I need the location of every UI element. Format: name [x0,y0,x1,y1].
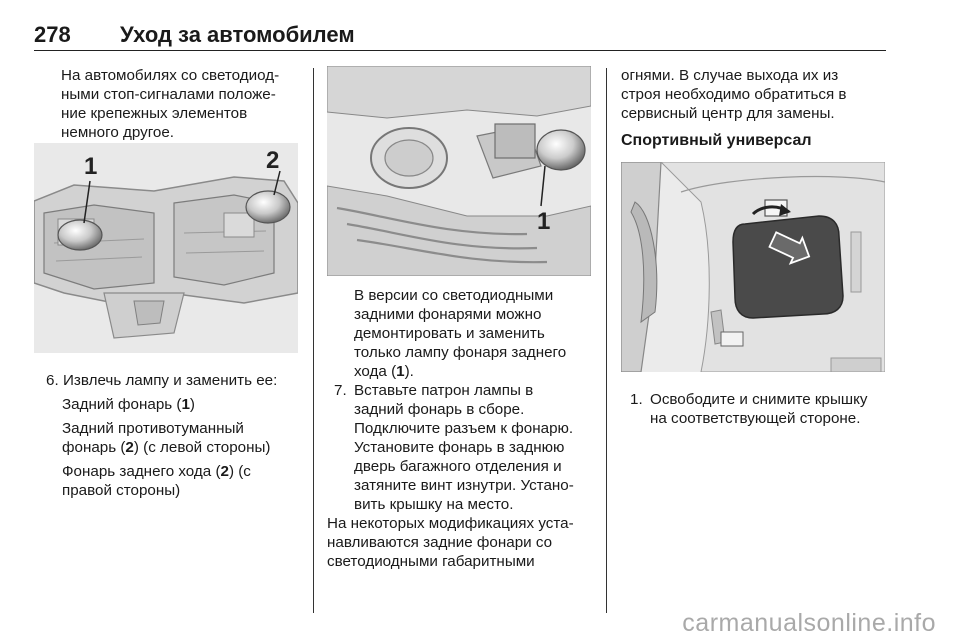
step-7-line-3: Подключите разъем к фонарю. [354,420,574,437]
step-6-sub-3-line-1: Фонарь заднего хода (2) (с [62,463,251,480]
step-7-line-6: затяните винт изнутри. Устано- [354,477,574,494]
led-lamp-illustration [327,66,591,276]
watermark: carmanualsonline.info [682,609,936,637]
step-6-sub-1: Задний фонарь (1) [62,396,195,413]
cont-line-1: огнями. В случае выхода их из [621,67,839,84]
lamp-housing-illustration [34,143,298,353]
step-6-sub-3-line-2: правой стороны) [62,482,181,499]
section-heading: Спортивный универсал [621,132,812,149]
page-number: 278 [34,22,71,47]
step-7-number: 7. [334,382,347,399]
step-7-line-5: дверь багажного отделения и [354,458,562,475]
led-note-line-2: задними фонарями можно [354,306,542,323]
trunk-cover-figure [621,162,885,372]
step-1-line-1: Освободите и снимите крышку [650,391,868,408]
header-rule [34,50,886,51]
intro-line-3: ние крепежных элементов [61,105,248,122]
step-6-sub-2-line-1: Задний противотуманный [62,420,244,437]
intro-line-4: немного другое. [61,124,175,141]
outro-line-3: светодиодными габаритными [327,553,535,570]
callout-2: 2 [266,147,280,174]
column-divider-2 [606,68,607,613]
step-7-line-7: вить крышку на место. [354,496,514,513]
step-7 [334,381,604,400]
outro-line-1: На некоторых модификациях уста- [327,515,574,532]
step-7-line-2: задний фонарь в сборе. [354,401,525,418]
column-divider-1 [313,68,314,613]
led-note-line-4: только лампу фонаря заднего [354,344,567,361]
led-note-line-5: хода (1). [354,363,414,380]
rear-lamp-figure-2 [327,66,591,276]
led-note-line-3: демонтировать и заменить [354,325,545,342]
callout-1: 1 [84,153,98,180]
callout-1: 1 [537,208,551,235]
trunk-panel-illustration [621,162,885,372]
page-header [34,18,886,52]
cont-line-2: строя необходимо обратиться в [621,86,847,103]
chapter-title: Уход за автомобилем [120,22,355,47]
step-7-line-1: Вставьте патрон лампы в [354,382,534,399]
rear-lamp-figure-1 [34,143,298,353]
step-6-sub-2-line-2: фонарь (2) (с левой стороны) [62,439,271,456]
step-6-number: 6. [46,372,59,389]
led-note-line-1: В версии со светодиодными [354,287,554,304]
outro-line-2: навливаются задние фонари со [327,534,553,551]
step-1 [630,390,890,409]
cont-line-3: сервисный центр для замены. [621,105,835,122]
step-1-number: 1. [630,391,643,408]
step-7-line-4: Установите фонарь в заднюю [354,439,565,456]
step-6-text: Извлечь лампу и заменить ее: [63,372,278,389]
step-6 [46,371,306,390]
step-1-line-2: на соответствующей стороне. [650,410,861,427]
intro-line-2: ными стоп-сигналами положе- [61,86,276,103]
intro-line-1: На автомобилях со светодиод- [61,67,280,84]
